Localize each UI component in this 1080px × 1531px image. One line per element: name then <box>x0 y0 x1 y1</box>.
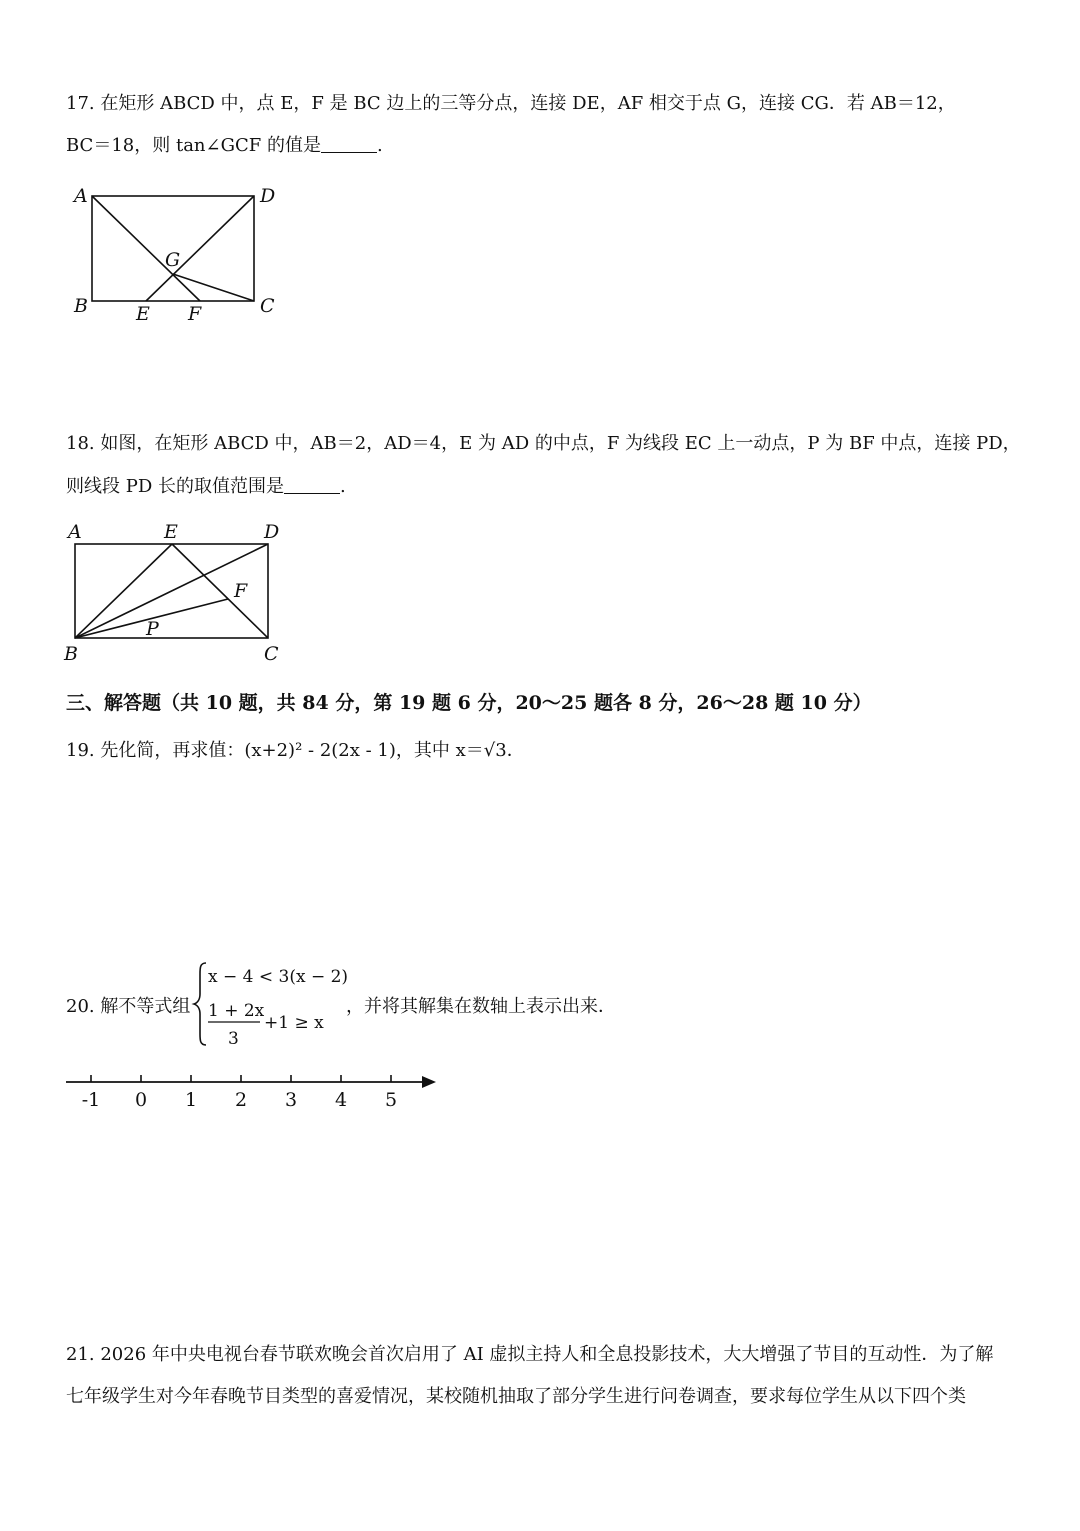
q20-inequality-2-denominator: 3 <box>228 1029 239 1049</box>
q20-inequality-system <box>194 958 349 1050</box>
q19-text: 19. 先化简，再求值：(x+2)² - 2(2x - 1)，其中 x＝√3． <box>66 740 525 761</box>
q18-label-e: E <box>164 521 178 543</box>
number-line-tick-label: 3 <box>284 1089 298 1111</box>
q17-label-c: C <box>260 295 275 317</box>
q17-label-e: E <box>136 303 150 325</box>
q18-label-b: B <box>64 643 78 665</box>
q18-figure <box>60 516 300 666</box>
q18-segment-ec <box>172 544 268 638</box>
q17-label-b: B <box>74 295 88 317</box>
q18-text-line2-suffix: . <box>340 476 346 497</box>
q20-inequality-1: x − 4 < 3(x − 2) <box>208 967 349 987</box>
q18-label-p: P <box>146 618 159 640</box>
q18-label-c: C <box>264 643 279 665</box>
q17-text-line1: 17. 在矩形 ABCD 中，点 E，F 是 BC 边上的三等分点，连接 DE，AF 相交于点 G，连接 CG．若 AB＝12， <box>66 93 956 114</box>
q21-text-line1: 21. 2026 年中央电视台春节联欢晚会首次启用了 AI 虚拟主持人和全息投影技术，大大增强了节目的互动性．为了解 <box>66 1344 994 1365</box>
q17-text-line2 <box>66 134 383 158</box>
q20-inequality-2-numerator: 1 + 2x <box>208 1001 265 1021</box>
q17-text-line2-suffix: . <box>376 135 383 156</box>
q18-label-a: A <box>68 521 82 543</box>
q17-label-a: A <box>74 185 88 207</box>
q18-text-line1: 18. 如图，在矩形 ABCD 中，AB＝2，AD＝4，E 为 AD 的中点，F 为线段 EC 上一动点，P 为 BF 中点，连接 PD， <box>66 433 1021 454</box>
q18-answer-blank[interactable] <box>284 475 340 494</box>
q17-label-g: G <box>165 249 181 271</box>
number-line-tick-label: 1 <box>184 1089 198 1111</box>
q17-label-f: F <box>188 303 202 325</box>
q20-inequality-2-rest: +1 ≥ x <box>264 1013 324 1033</box>
q17-figure <box>60 180 300 330</box>
q18-label-d: D <box>264 521 280 543</box>
q20-prefix: 20. 解不等式组 <box>66 996 191 1017</box>
q18-text-line2 <box>66 475 346 499</box>
q17-label-d: D <box>260 185 276 207</box>
q20-suffix: ，并将其解集在数轴上表示出来． <box>346 996 616 1017</box>
q17-answer-blank[interactable] <box>321 134 377 153</box>
q20-number-line <box>60 1070 450 1115</box>
q20-left-brace <box>194 963 206 1045</box>
q17-segment-af <box>92 196 200 301</box>
number-line-tick-label: 5 <box>384 1089 398 1111</box>
number-line-tick-label: -1 <box>81 1089 101 1111</box>
q18-label-f: F <box>234 580 248 602</box>
number-line-tick-label: 2 <box>234 1089 248 1111</box>
section-3-heading: 三、解答题（共 10 题，共 84 分，第 19 题 6 分，20～25 题各 8 分，26～28 题 10 分） <box>66 692 872 714</box>
q17-segment-de <box>146 196 254 301</box>
q21-text-line2: 七年级学生对今年春晚节目类型的喜爱情况，某校随机抽取了部分学生进行问卷调查，要求每位学生从以下四个类 <box>66 1386 966 1407</box>
q17-text-line2-prefix: BC＝18，则 tan∠GCF 的值是 <box>66 135 321 156</box>
number-line-tick-label: 4 <box>334 1089 348 1111</box>
q18-text-line2-prefix: 则线段 PD 长的取值范围是 <box>66 476 284 497</box>
number-line-arrow-icon <box>422 1076 436 1088</box>
number-line-tick-label: 0 <box>134 1089 148 1111</box>
